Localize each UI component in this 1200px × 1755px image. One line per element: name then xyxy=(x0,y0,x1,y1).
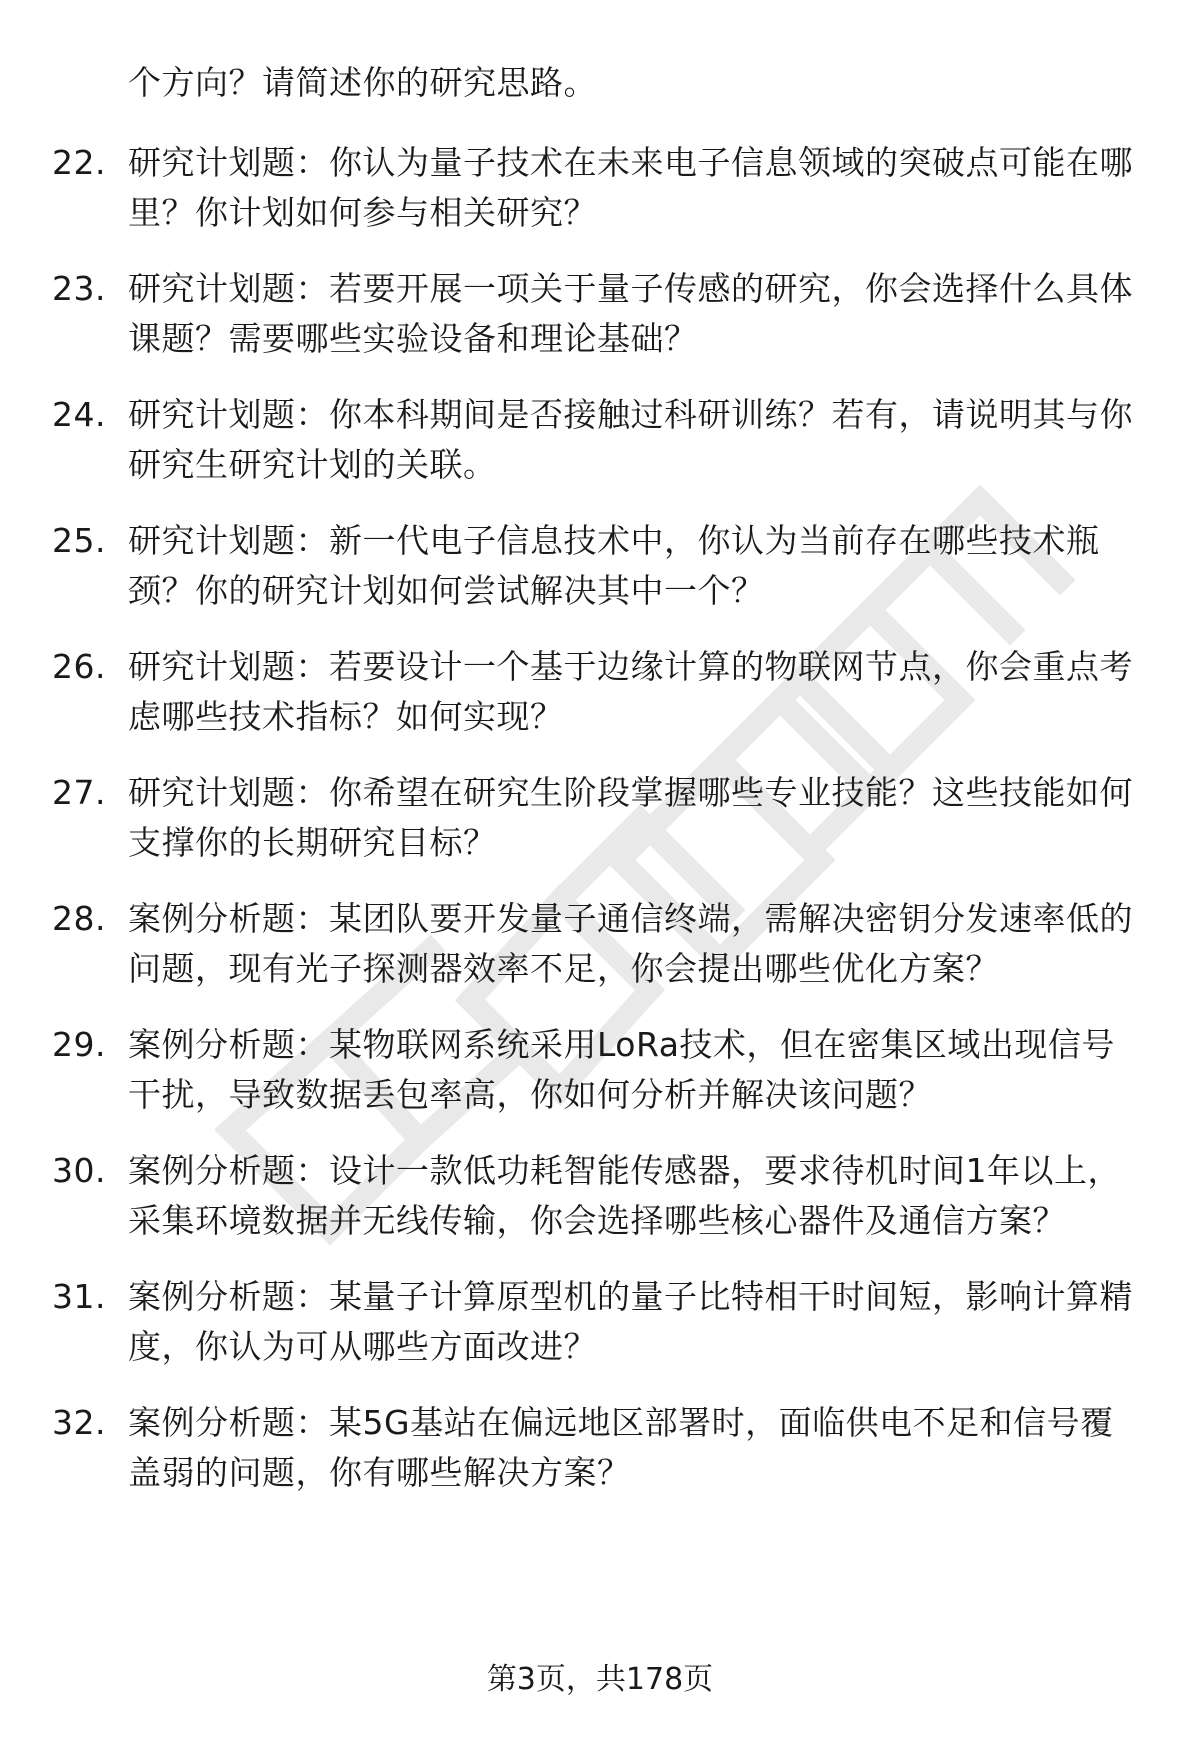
list-item xyxy=(0,642,1138,742)
question-number: 29. xyxy=(52,1025,106,1064)
list-item xyxy=(0,1398,1138,1498)
list-item xyxy=(0,1146,1138,1246)
question-number: 24. xyxy=(52,395,106,434)
question-text: 案例分析题：某物联网系统采用LoRa技术，但在密集区域出现信号干扰，导致数据丢包率高，你如何分析并解决该问题？ xyxy=(128,1025,1115,1114)
page-number-footer: 第3页，共178页 xyxy=(486,1662,714,1697)
question-text: 案例分析题：某5G基站在偏远地区部署时，面临供电不足和信号覆盖弱的问题，你有哪些解决方案？ xyxy=(128,1403,1114,1492)
question-text: 研究计划题：你希望在研究生阶段掌握哪些专业技能？这些技能如何支撑你的长期研究目标？ xyxy=(128,773,1133,862)
list-item xyxy=(0,894,1138,994)
question-text: 案例分析题：设计一款低功耗智能传感器，要求待机时间1年以上，采集环境数据并无线传输，你会选择哪些核心器件及通信方案？ xyxy=(128,1151,1121,1240)
question-number: 28. xyxy=(52,899,106,938)
list-item xyxy=(0,1020,1138,1120)
question-number: 31. xyxy=(52,1277,106,1316)
question-text: 案例分析题：某团队要开发量子通信终端，需解决密钥分发速率低的问题，现有光子探测器效率不足，你会提出哪些优化方案？ xyxy=(128,899,1133,988)
question-list xyxy=(0,138,1200,1524)
question-number: 22. xyxy=(52,143,106,182)
question-text: 研究计划题：你认为量子技术在未来电子信息领域的突破点可能在哪里？你计划如何参与相关研究？ xyxy=(128,143,1133,232)
question-number: 26. xyxy=(52,647,106,686)
list-item xyxy=(0,138,1138,238)
question-text: 案例分析题：某量子计算原型机的量子比特相干时间短，影响计算精度，你认为可从哪些方面改进？ xyxy=(128,1277,1133,1366)
question-text: 研究计划题：若要设计一个基于边缘计算的物联网节点，你会重点考虑哪些技术指标？如何实现？ xyxy=(128,647,1133,736)
question-text: 研究计划题：若要开展一项关于量子传感的研究，你会选择什么具体课题？需要哪些实验设备和理论基础？ xyxy=(128,269,1133,358)
question-number: 23. xyxy=(52,269,106,308)
question-text: 研究计划题：新一代电子信息技术中，你认为当前存在哪些技术瓶颈？你的研究计划如何尝试解决其中一个？ xyxy=(128,521,1100,610)
list-item xyxy=(0,768,1138,868)
question-text: 研究计划题：你本科期间是否接触过科研训练？若有，请说明其与你研究生研究计划的关联。 xyxy=(128,395,1133,484)
list-item xyxy=(0,1272,1138,1372)
list-item xyxy=(0,516,1138,616)
question-number: 25. xyxy=(52,521,106,560)
question-number: 27. xyxy=(52,773,106,812)
list-item xyxy=(0,264,1138,364)
continuation-text: 个方向？请简述你的研究思路。 xyxy=(128,63,597,102)
list-item xyxy=(0,390,1138,490)
question-number: 30. xyxy=(52,1151,106,1190)
question-number: 32. xyxy=(52,1403,106,1442)
